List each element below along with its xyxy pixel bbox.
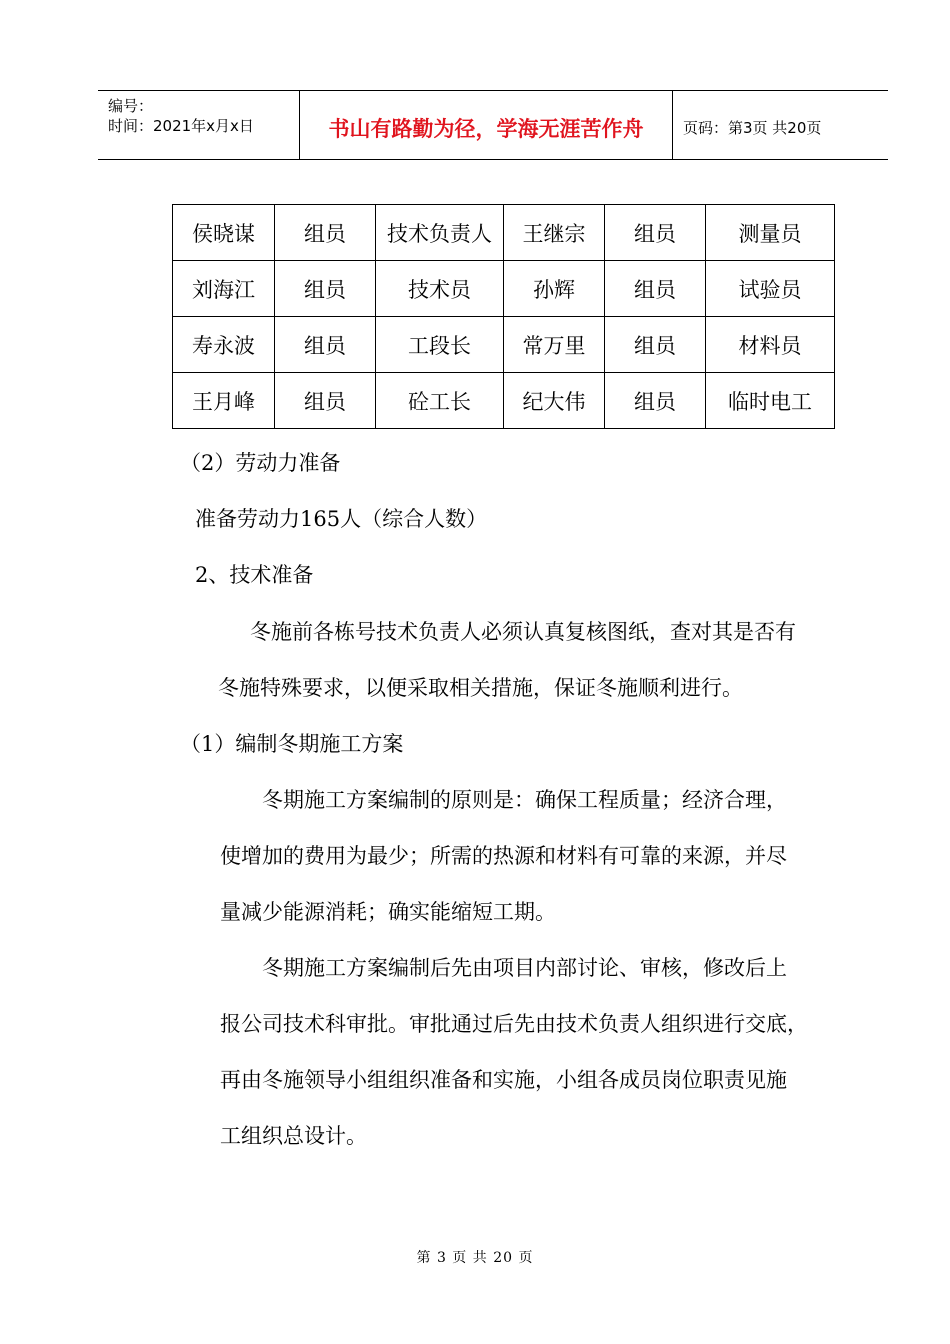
principle-paragraph-line: 使增加的费用为最少；所需的热源和材料有可靠的来源，并尽	[220, 844, 787, 868]
table-cell: 组员	[275, 317, 376, 373]
page-header	[98, 90, 888, 160]
table-cell: 组员	[275, 261, 376, 317]
table-cell: 刘海江	[173, 261, 275, 317]
table-cell: 王月峰	[173, 373, 275, 429]
table-cell: 孙辉	[504, 261, 605, 317]
approval-paragraph-line: 报公司技术科审批。审批通过后先由技术负责人组织进行交底，	[220, 1012, 808, 1036]
table-row	[173, 317, 835, 373]
table-cell: 常万里	[504, 317, 605, 373]
table-row	[173, 205, 835, 261]
table-cell: 技术员	[376, 261, 504, 317]
staff-table-body	[173, 205, 835, 429]
page-footer: 第 3 页 共 20 页	[416, 1250, 534, 1266]
table-cell: 测量员	[706, 205, 835, 261]
principle-paragraph-line: 冬期施工方案编制的原则是：确保工程质量；经济合理，	[262, 788, 787, 812]
labor-text: 准备劳动力165人（综合人数）	[195, 507, 488, 531]
table-cell: 临时电工	[706, 373, 835, 429]
principle-paragraph-line: 量减少能源消耗；确实能缩短工期。	[220, 900, 556, 924]
table-row	[173, 373, 835, 429]
labor-heading: （2）劳动力准备	[180, 451, 341, 475]
approval-paragraph-line: 再由冬施领导小组组织准备和实施，小组各成员岗位职责见施	[220, 1068, 787, 1092]
plan-heading: （1）编制冬期施工方案	[180, 732, 404, 756]
table-cell: 工段长	[376, 317, 504, 373]
table-cell: 组员	[275, 373, 376, 429]
header-motto-cell	[300, 91, 673, 159]
tech-paragraph-line: 冬施特殊要求，以便采取相关措施，保证冬施顺利进行。	[218, 676, 743, 700]
table-cell: 侯晓谋	[173, 205, 275, 261]
table-cell: 组员	[605, 261, 706, 317]
tech-heading: 2、技术准备	[195, 563, 314, 587]
table-cell: 技术负责人	[376, 205, 504, 261]
header-page-cell	[673, 91, 888, 159]
header-motto: 书山有路勤为径，学海无涯苦作舟	[328, 117, 644, 141]
table-cell: 纪大伟	[504, 373, 605, 429]
tech-paragraph-line: 冬施前各栋号技术负责人必须认真复核图纸，查对其是否有	[250, 620, 796, 644]
document-number-label: 编号：	[108, 97, 154, 115]
approval-paragraph-line: 冬期施工方案编制后先由项目内部讨论、审核，修改后上	[262, 956, 787, 980]
table-cell: 组员	[605, 317, 706, 373]
table-cell: 王继宗	[504, 205, 605, 261]
table-cell: 寿永波	[173, 317, 275, 373]
document-time-label: 时间：2021年x月x日	[108, 117, 254, 135]
header-page-number: 页码：第3页 共20页	[683, 119, 822, 137]
approval-paragraph-line: 工组织总设计。	[220, 1124, 367, 1148]
table-row	[173, 261, 835, 317]
table-cell: 砼工长	[376, 373, 504, 429]
header-meta-cell	[98, 91, 300, 159]
table-cell: 试验员	[706, 261, 835, 317]
table-cell: 材料员	[706, 317, 835, 373]
table-cell: 组员	[605, 205, 706, 261]
table-cell: 组员	[605, 373, 706, 429]
staff-table	[172, 204, 835, 429]
table-cell: 组员	[275, 205, 376, 261]
